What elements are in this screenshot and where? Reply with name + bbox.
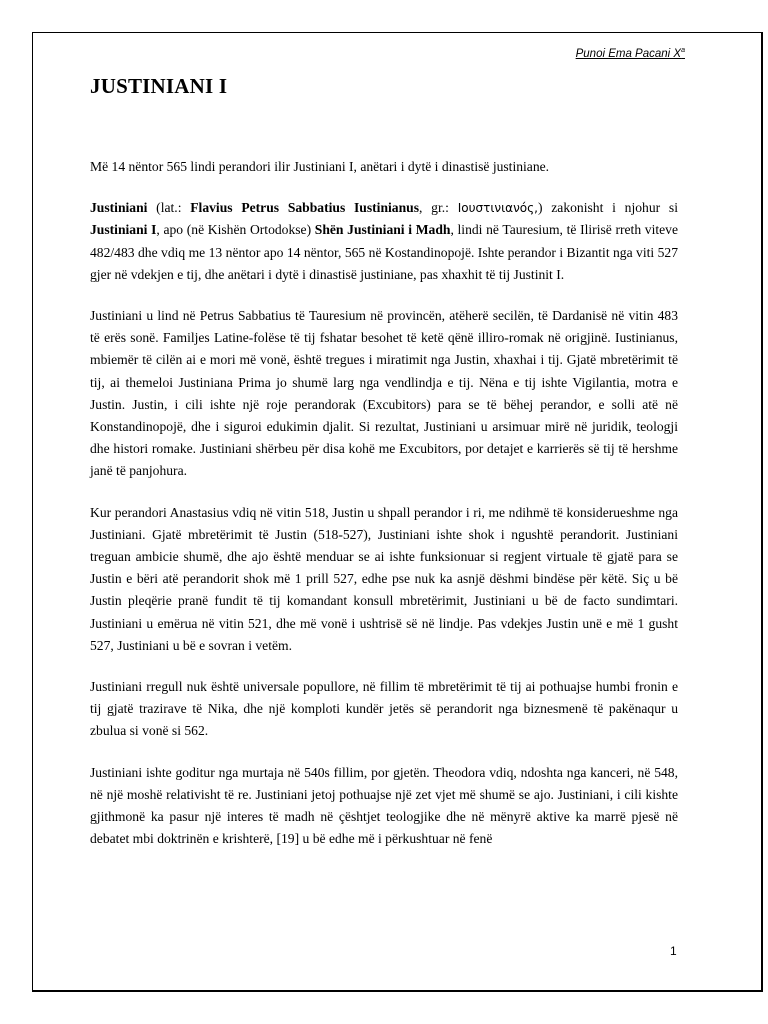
paragraph-biography: Justiniani (lat.: Flavius Petrus Sabbatius Iustinianus, gr.: Ιουστινιανός,) zakonisht i njohur si Justiniani I, apo (në Kishën Ortodokse) Shën Justiniani i Madh, lindi në Tauresium, të Ilirisë rreth viteve 482/483 dhe vdiq me 13 nëntor apo 14 nëntor, 565 në Kostandinopojë. Ishte perandor i Bizantit nga viti 527 gjer në vdekjen e tij, dhe anëtari i dytë i dinastisë justiniane, pas xhaxhit të tij Justinit I. [90,200,679,282]
saint-name: Shën Justiniani i Madh [314,222,451,238]
paragraph-reign: Justiniani rregull nuk është universale popullore, në fillim të mbretërimit të tij ai pothuajse humbi fronin e tij gjatë trazirave të Nika, dhe një komploti kundër jetës së perandorit nga biznesmenë të pakënaqur u zbulua si vonë si 562. [90,679,678,739]
document-body [90,156,678,869]
paragraph-origins: Justiniani u lind në Petrus Sabbatius të Tauresium në provincën, atëherë secilën, të Dardanisë në vitin 483 të erës sonë. Familjes Latine-folëse të tij fshatar besohet të ketë qënë illiro-romak në origjinë. Iustinianus, mbiemër të cilën ai e mori më vonë, është tregues i miratimit nga Justin, xhaxhai i tij. Gjatë mbretërimit të tij, ai themeloi Justiniana Prima jo shumë larg nga vendlindja e tij. Nëna e tij ishte Vigilantia, motra e Justin. Justin, i cili ishte një roje perandorak (Excubitors) para se të bëhej perandor, e solli atë në Konstandinopojë, dhe i siguroi edukimin djalit. Si rezultat, Justiniani u arsimuar mirë në juridik, teologji dhe histori romake. Justiniani shërbeu për disa kohë me Excubitors, por detajet e karrierës së tij të hershme janë të panjohura. [90,308,678,479]
paragraph-intro: Më 14 nëntor 565 lindi perandori ilir Justiniani I, anëtari i dytë i dinastisë justiniane. [90,159,550,174]
author-superscript: a [681,47,685,54]
known-as-name: Justiniani I [90,222,157,238]
paragraph-later-life: Justiniani ishte goditur nga murtaja në 540s fillim, por gjetën. Theodora vdiq, ndoshta nga kanceri, në 548, në një moshë relativisht të re. Justiniani jetoj pothuajse një zet vjet më shumë se ajo. Justiniani, i cili kishte gjithmonë ka pasur një interes të madh në çështjet teologjike dhe në mënyrë aktive ka marrë pjesë në debatet mbi doktrinën e krishterë, [19] u bë edhe më i përkushtuar në fenë [90,764,678,847]
page-number: 1 [670,944,677,958]
subject-name: Justiniani [90,200,148,216]
document-title: JUSTINIANI I [90,74,228,98]
latin-name: Flavius Petrus Sabbatius Iustinianus [190,200,420,216]
greek-name: Ιουστινιανός, [457,201,538,216]
author-note: Punoi Ema Pacani $X^a$ [575,47,685,60]
paragraph-accession: Kur perandori Anastasius vdiq në vitin 518, Justin u shpall perandor i ri, me ndihmë të konsiderueshme nga Justiniani. Gjatë mbretërimit të Justin (518-527), Justiniani ishte shok i ngushtë perandorit. Justiniani treguan ambicie shumë, dhe ajo është menduar se ai ishte funksionuar si regjent virtuale të gjatë para se Justin e bëri atë perandorit shok më 1 prill 527, edhe pse nuk ka asnjë dëshmi bindëse për këtë. Siç u bë Justin pleqërie pranë fundit të tij komandant konsull mbretërimit, Justiniani u bë de facto sundimtari. Justiniani u emërua në vitin 521, dhe më vonë i ushtrisë së në lindje. Pas vdekjes Justin unë e më 1 gusht 527, Justiniani u bë e sovran i vetëm. [90,504,678,653]
